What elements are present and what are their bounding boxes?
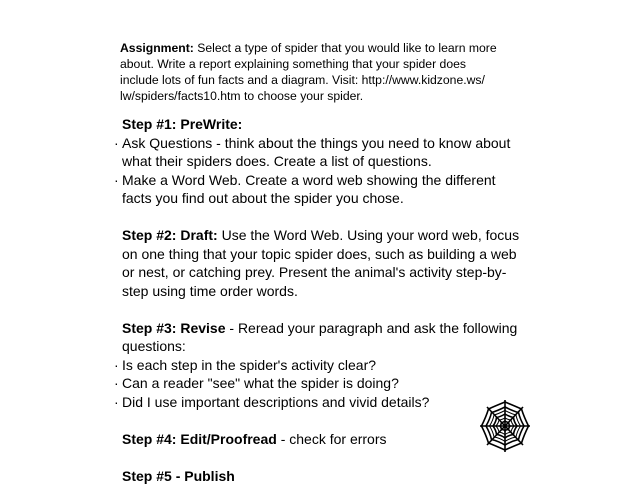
step3-bullet: · Did I use important descriptions and vivid details? [114, 393, 430, 410]
step2-line: or nest, or catching prey. Present the animal's activity step-by- [122, 264, 507, 280]
spider-web-icon [479, 399, 531, 453]
step5-line [122, 467, 562, 486]
step3-line: questions: [122, 338, 186, 354]
step2-line: Step #2: Draft: Use the Word Web. Using your word web, focus [122, 227, 520, 243]
step1-bullet-ask: · Ask Questions - think about the things you need to know about [114, 134, 511, 151]
assignment-line: Assignment: Select a type of spider that you would like to learn more [120, 41, 497, 55]
step3-line: Step #3: Revise - Reread your paragraph and ask the following [122, 319, 518, 336]
step3-bullet: · Is each step in the spider's activity clear? [114, 356, 377, 373]
assignment-line: about. Write a report explaining something that your spider does [120, 57, 466, 71]
step1-line: facts you find out about the spider you chose. [122, 190, 404, 206]
step3-bullet: · Can a reader "see" what the spider is doing? [114, 375, 399, 391]
step2-line: step using time order words. [122, 282, 298, 299]
step4-line: Step #4: Edit/Proofread - check for errors [122, 430, 387, 447]
assignment-label: Assignment: [120, 41, 194, 55]
step1-line: what their spiders does. Create a list of questions. [122, 153, 432, 169]
assignment-paragraph [120, 40, 540, 104]
step3-title: Step #3: Revise [122, 319, 226, 336]
step2-line: on one thing that your topic spider does, such as building a web [122, 245, 517, 262]
bullet-dot: · [114, 171, 119, 188]
step1-bullet-web: · Make a Word Web. Create a word web showing the different [114, 171, 496, 188]
step1-title: Step #1: PreWrite: [122, 116, 243, 132]
step5-title: Step #5 - Publish [122, 467, 235, 484]
assignment-line: lw/spiders/facts10.htm to choose your spider. [120, 89, 364, 103]
bullet-dot: · [114, 134, 119, 151]
step4-title: Step #4: Edit/Proofread [122, 430, 277, 447]
assignment-line: include lots of fun facts and a diagram. Visit: http://www.kidzone.ws/ [120, 73, 485, 87]
bullet-dot: · [114, 375, 119, 391]
step2-title: Step #2: Draft: [122, 227, 218, 243]
bullet-dot: · [114, 356, 119, 373]
bullet-dot: · [114, 393, 119, 410]
